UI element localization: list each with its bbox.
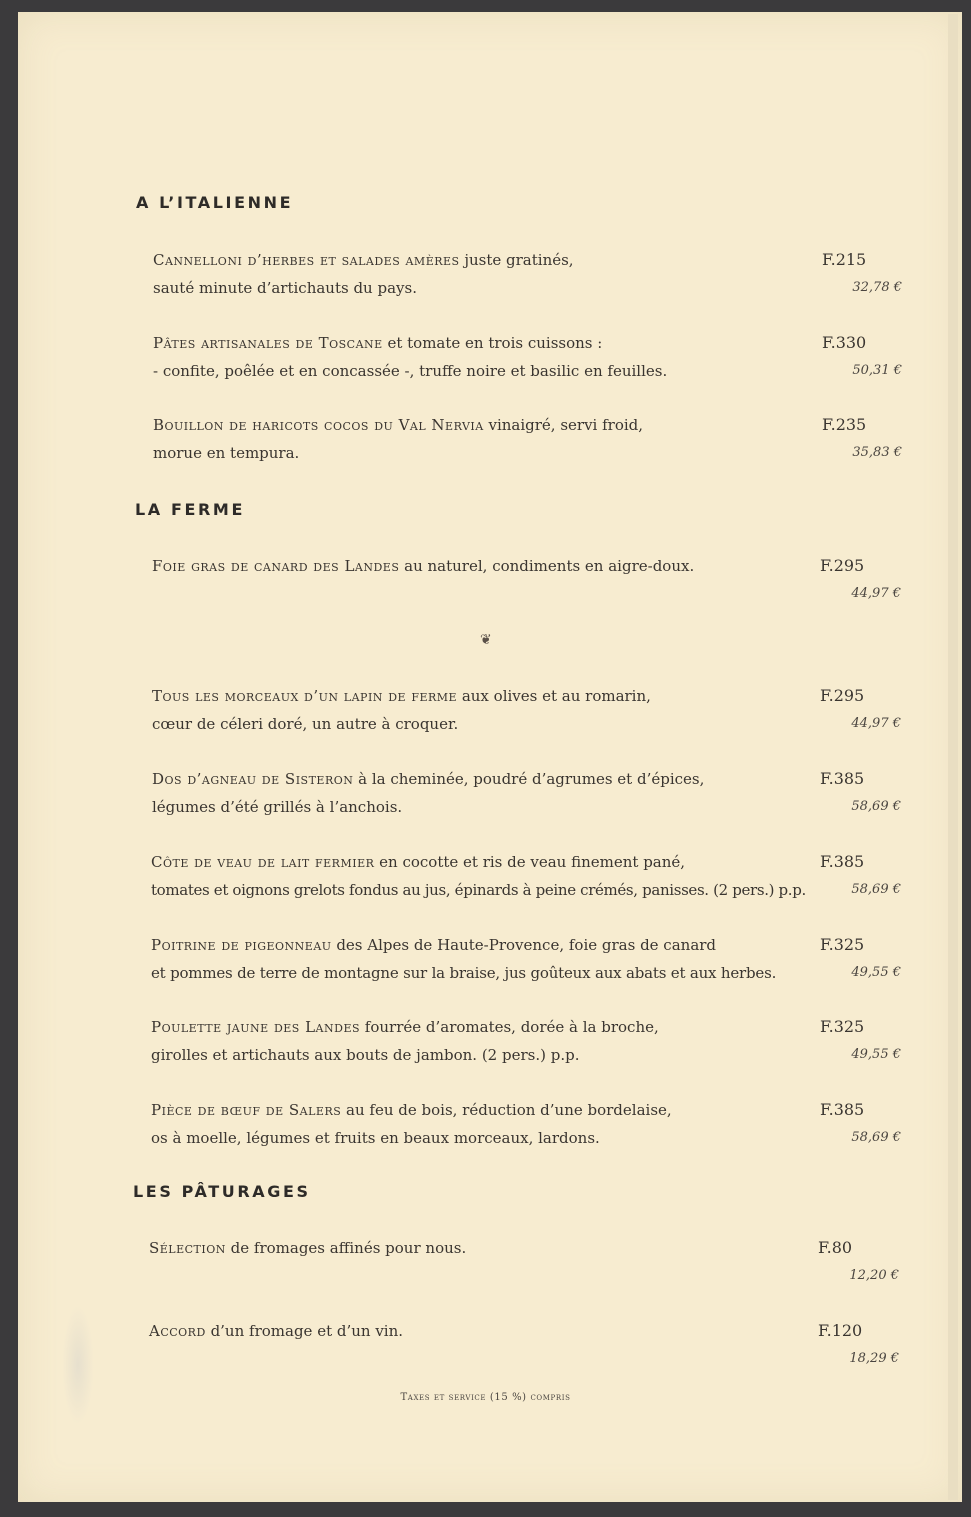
item-name: Tous les morceaux d’un lapin de ferme [152, 687, 458, 705]
item-name: Poitrine de pigeonneau [151, 936, 332, 954]
price-francs: F.330 [822, 333, 867, 352]
item-line-2: sauté minute d’artichauts du pays. [153, 279, 417, 297]
price-euros: 35,83 € [852, 445, 902, 460]
price-euros: 44,97 € [851, 586, 901, 601]
item-name: Côte de veau de lait fermier [151, 853, 375, 871]
item-desc: au feu de bois, réduction d’une bordelaise, [341, 1101, 672, 1119]
item-line-1 [149, 1317, 909, 1345]
item-name: Cannelloni d’herbes et salades amères [153, 251, 460, 269]
item-desc: vinaigré, servi froid, [483, 416, 644, 434]
item-desc: d’un fromage et d’un vin. [205, 1322, 404, 1340]
price-euros: 49,55 € [851, 1047, 901, 1062]
item-desc: juste gratinés, [459, 251, 574, 269]
price-francs: F.385 [820, 852, 865, 871]
item-line-1 [149, 1234, 909, 1262]
item-name: Sélection [149, 1239, 226, 1257]
item-name: Bouillon de haricots cocos du Val Nervia [153, 416, 484, 434]
section-title-italienne: A L’ITALIENNE [136, 193, 294, 212]
price-francs: F.385 [820, 769, 865, 788]
item-name: Poulette jaune des Landes [151, 1018, 361, 1036]
menu-item [153, 329, 913, 385]
price-euros: 32,78 € [852, 280, 902, 295]
menu-item [152, 552, 912, 580]
item-desc: au naturel, condiments en aigre-doux. [399, 557, 695, 575]
price-francs: F.235 [822, 415, 867, 434]
section-title-paturages: LES PÂTURAGES [133, 1182, 311, 1201]
item-line-1 [151, 1013, 911, 1041]
price-francs: F.215 [822, 250, 867, 269]
item-line-1 [152, 552, 912, 580]
menu-item [151, 931, 911, 987]
menu-item [151, 1013, 911, 1069]
item-line-1 [153, 411, 913, 439]
item-name: Accord [149, 1322, 206, 1340]
menu-item [149, 1317, 909, 1345]
item-line-1 [151, 848, 911, 876]
price-euros: 12,20 € [849, 1268, 899, 1283]
price-francs: F.325 [820, 935, 865, 954]
price-euros: 49,55 € [851, 965, 901, 980]
item-line-2: tomates et oignons grelots fondus au jus, épinards à peine crémés, panisses. (2 pers.) p.p. [151, 881, 806, 899]
item-desc: fourrée d’aromates, dorée à la broche, [360, 1018, 659, 1036]
price-euros: 18,29 € [849, 1351, 899, 1366]
price-francs: F.295 [820, 556, 865, 575]
item-line-2: et pommes de terre de montagne sur la braise, jus goûteux aux abats et aux herbes. [151, 964, 777, 982]
menu-item [149, 1234, 909, 1262]
item-line-1 [151, 931, 911, 959]
taxes-footer: Taxes et service (15 %) compris [400, 1392, 571, 1403]
item-desc: à la cheminée, poudré d’agrumes et d’épices, [353, 770, 705, 788]
item-desc: et tomate en trois cuissons : [382, 334, 603, 352]
item-name: Pièce de bœuf de Salers [151, 1101, 342, 1119]
item-line-1 [153, 329, 913, 357]
item-line-2: - confite, poêlée et en concassée -, truffe noire et basilic en feuilles. [153, 362, 668, 380]
price-euros: 58,69 € [851, 1130, 901, 1145]
item-line-1 [151, 1096, 911, 1124]
menu-item [152, 682, 912, 738]
item-line-2: légumes d’été grillés à l’anchois. [152, 798, 403, 816]
price-euros: 44,97 € [851, 716, 901, 731]
price-francs: F.325 [820, 1017, 865, 1036]
price-euros: 50,31 € [852, 363, 902, 378]
menu-item [151, 1096, 911, 1152]
price-francs: F.120 [818, 1321, 863, 1340]
menu-item [151, 848, 911, 904]
price-francs: F.295 [820, 686, 865, 705]
menu-item [153, 411, 913, 467]
item-desc: des Alpes de Haute-Provence, foie gras de canard [331, 936, 717, 954]
item-name: Pâtes artisanales de Toscane [153, 334, 383, 352]
price-francs: F.385 [820, 1100, 865, 1119]
item-desc: aux olives et au romarin, [457, 687, 651, 705]
item-line-1 [152, 682, 912, 710]
menu-item [152, 765, 912, 821]
item-line-2: girolles et artichauts aux bouts de jambon. (2 pers.) p.p. [151, 1046, 580, 1064]
item-name: Dos d’agneau de Sisteron [152, 770, 354, 788]
item-line-2: morue en tempura. [153, 444, 300, 462]
menu-item [153, 246, 913, 302]
item-line-1 [153, 246, 913, 274]
price-euros: 58,69 € [851, 882, 901, 897]
price-francs: F.80 [818, 1238, 853, 1257]
item-line-2: os à moelle, légumes et fruits en beaux morceaux, lardons. [151, 1129, 600, 1147]
fleuron-ornament: ❦ [480, 632, 492, 648]
item-desc: en cocotte et ris de veau finement pané, [374, 853, 686, 871]
section-title-ferme: LA FERME [135, 500, 245, 519]
price-euros: 58,69 € [851, 799, 901, 814]
item-name: Foie gras de canard des Landes [152, 557, 400, 575]
paper-stain [62, 1305, 94, 1425]
page-edge [948, 14, 958, 1500]
item-desc: de fromages affinés pour nous. [225, 1239, 467, 1257]
item-line-1 [152, 765, 912, 793]
item-line-2: cœur de céleri doré, un autre à croquer. [152, 715, 459, 733]
